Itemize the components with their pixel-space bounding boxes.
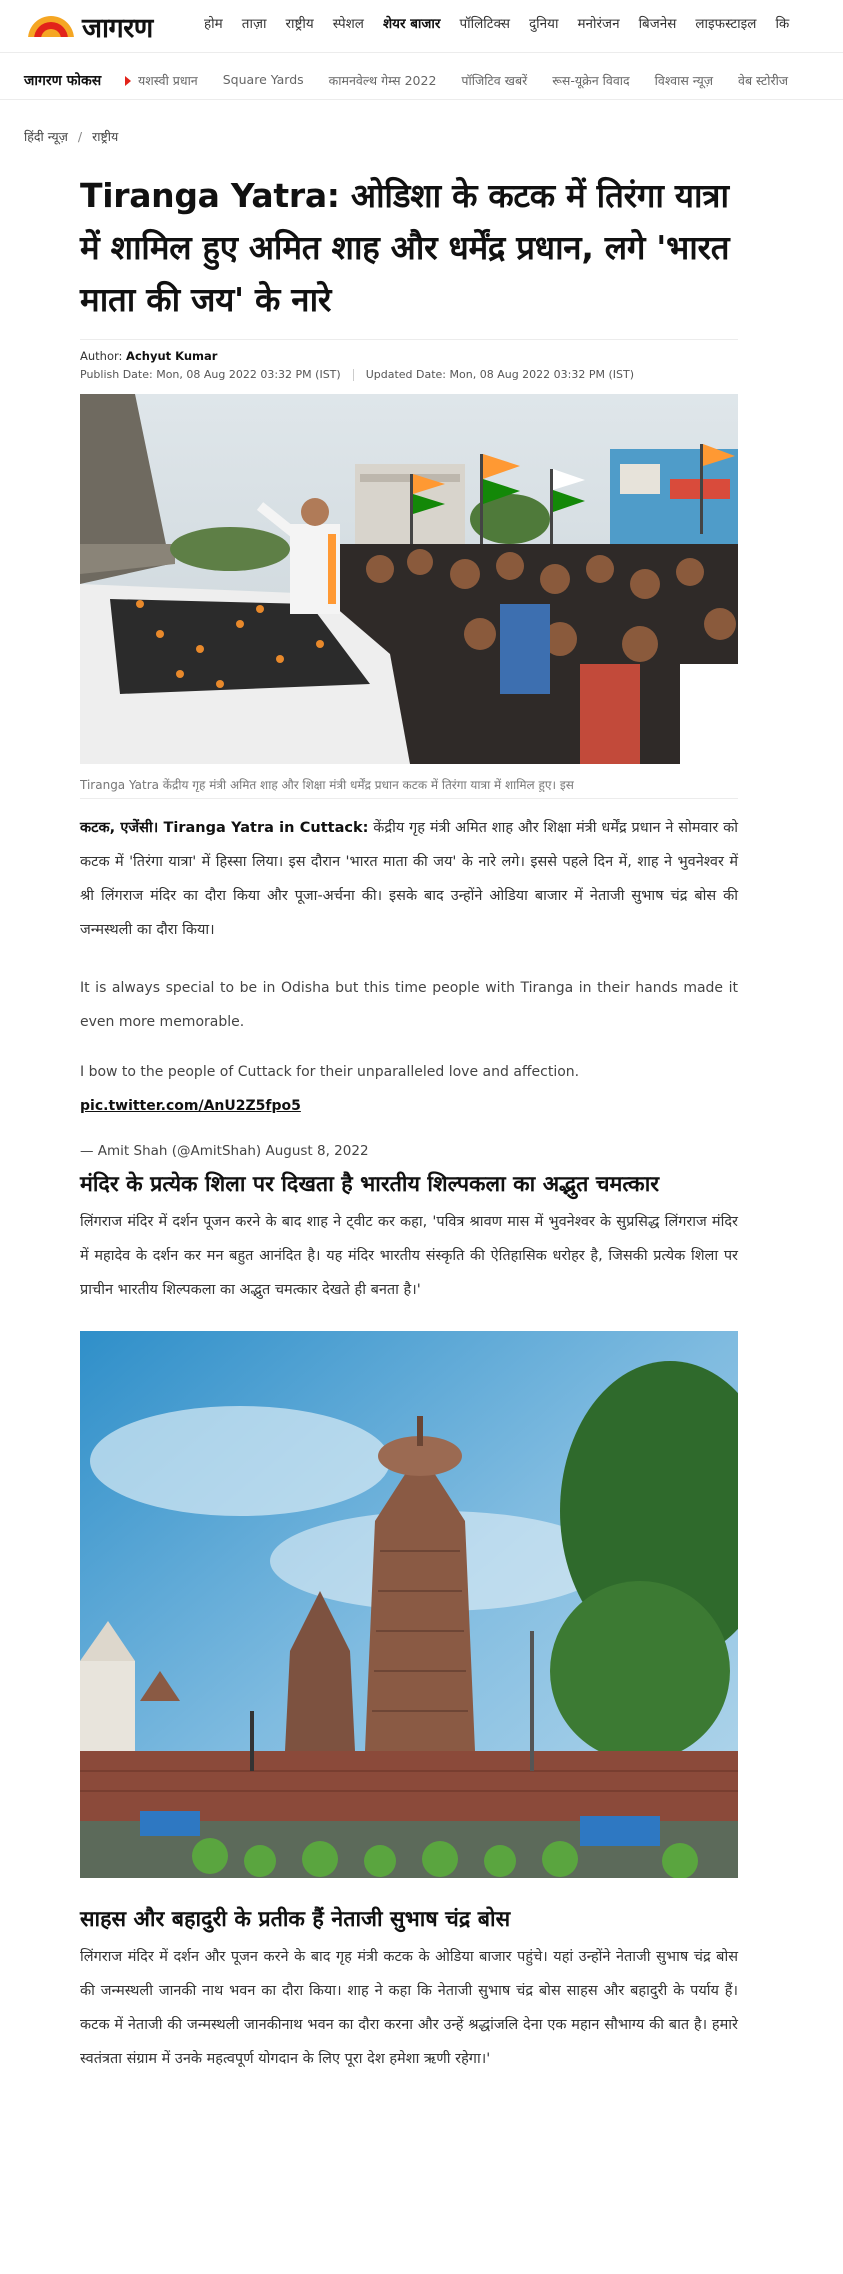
rally-photo bbox=[80, 394, 738, 764]
focus-label: जागरण फोकस bbox=[24, 73, 102, 89]
divider bbox=[80, 339, 738, 340]
author-label: Author: bbox=[80, 349, 123, 363]
paragraph-temple: लिंगराज मंदिर में दर्शन पूजन करने के बाद शाह ने ट्वीट कर कहा, 'पवित्र श्रावण मास में भुवनेश्वर के सुप्रसिद्ध लिंगराज मंदिर में महादेव के दर्शन कर मन बहुत आनंदित है। यह मंदिर भारतीय संस्कृति की ऐतिहासिक धरोहर है, जिसकी प्रत्येक शिला पर प्राचीन भारतीय शिल्पकला का अद्भुत चमत्कार देखते ही बनता है।' bbox=[80, 1214, 738, 1298]
author-name[interactable]: Achyut Kumar bbox=[126, 349, 218, 363]
nav-item-latest[interactable]: ताज़ा bbox=[241, 16, 267, 32]
paragraph-netaji: लिंगराज मंदिर में दर्शन और पूजन करने के बाद गृह मंत्री कटक के ओडिया बाजार पहुंचे। यहां उन्होंने नेताजी सुभाष चंद्र बोस की जन्मस्थली जानकी नाथ भवन का दौरा किया। शाह ने कहा कि नेताजी सुभाष चंद्र बोस साहस और बहादुरी के पर्याय हैं। कटक में नेताजी की जन्मस्थली जानकीनाथ भवन का दौरा करना और उन्हें श्रद्धांजलि देना एक महान सौभाग्य की बात है। हमारे स्वतंत्रता संग्राम में उनके महत्वपूर्ण योगदान के लिए पूरा देश हमेशा ऋणी रहेगा।' bbox=[80, 1949, 738, 2067]
focus-arrow-icon bbox=[125, 76, 131, 86]
temple-image bbox=[80, 1331, 738, 1878]
nav-item-lifestyle[interactable]: लाइफस्टाइल bbox=[695, 16, 757, 32]
topic-link[interactable]: कामनवेल्थ गेम्स 2022 bbox=[328, 73, 437, 88]
paragraph-intro-text: केंद्रीय गृह मंत्री अमित शाह और शिक्षा मंत्री धर्मेंद्र प्रधान ने सोमवार को कटक में 'तिरंगा यात्रा' में हिस्सा लिया। इस दौरान 'भारत माता की जय' के नारे लगे। इससे पहले दिन में, शाह ने भुवनेश्वर में श्री लिंगराज मंदिर का दौरा किया और पूजा-अर्चना की। इसके बाद उन्होंने ओडिया बाजार में नेताजी सुभाष चंद्र बोस की जन्मस्थली का दौरा किया। bbox=[80, 820, 738, 938]
topic-link[interactable]: यशस्वी प्रधान bbox=[138, 73, 198, 88]
tweet-signature[interactable]: — Amit Shah (@AmitShah) August 8, 2022 bbox=[80, 1143, 369, 1159]
breadcrumb-home[interactable]: हिंदी न्यूज़ bbox=[24, 129, 68, 144]
logo-text: जागरण bbox=[82, 12, 153, 44]
hero-image bbox=[80, 394, 738, 764]
article-dates bbox=[80, 368, 738, 381]
article bbox=[80, 170, 738, 2076]
focus-bar bbox=[0, 62, 843, 100]
tweet-text-2 bbox=[80, 1055, 738, 1123]
logo-sun-icon bbox=[26, 11, 76, 41]
tweet-text-2-body: I bow to the people of Cuttack for their unparalleled love and affection. bbox=[80, 1064, 580, 1080]
lingaraj-temple-photo bbox=[80, 1331, 738, 1878]
topic-link[interactable]: वेब स्टोरीज bbox=[738, 73, 789, 88]
divider bbox=[80, 798, 738, 799]
nav-item-cricket[interactable]: कि bbox=[775, 16, 790, 32]
dateline: कटक, एजेंसी। Tiranga Yatra in Cuttack: bbox=[80, 820, 369, 836]
subheading-temple: मंदिर के प्रत्येक शिला पर दिखता है भारतीय शिल्पकला का अद्भुत चमत्कार bbox=[80, 1172, 660, 1197]
nav-item-business[interactable]: बिजनेस bbox=[638, 16, 677, 32]
site-logo[interactable] bbox=[26, 9, 153, 43]
hero-caption: Tiranga Yatra केंद्रीय गृह मंत्री अमित शाह और शिक्षा मंत्री धर्मेंद्र प्रधान कटक में तिरंगा यात्रा में शामिल हुए। इस bbox=[80, 778, 574, 792]
breadcrumb bbox=[24, 128, 118, 145]
author-line bbox=[80, 349, 738, 363]
date-separator bbox=[353, 369, 354, 381]
updated-date: Updated Date: Mon, 08 Aug 2022 03:32 PM (IST) bbox=[365, 368, 635, 381]
topic-link[interactable]: पॉजिटिव खबरें bbox=[461, 73, 528, 88]
nav-item-special[interactable]: स्पेशल bbox=[332, 16, 364, 32]
breadcrumb-section[interactable]: राष्ट्रीय bbox=[92, 129, 119, 144]
nav-item-entertainment[interactable]: मनोरंजन bbox=[577, 16, 620, 32]
topic-link[interactable]: विश्वास न्यूज़ bbox=[654, 73, 713, 88]
nav-item-share-market[interactable]: शेयर बाजार bbox=[382, 16, 441, 32]
nav-item-national[interactable]: राष्ट्रीय bbox=[285, 16, 314, 32]
tweet-text-1: It is always special to be in Odisha but this time people with Tiranga in their hands made it even more memorable. bbox=[80, 980, 738, 1030]
paragraph-intro bbox=[80, 811, 738, 947]
article-headline: Tiranga Yatra: ओडिशा के कटक में तिरंगा यात्रा में शामिल हुए अमित शाह और धर्मेंद्र प्रधान, लगे 'भारत माता की जय' के नारे bbox=[80, 176, 730, 319]
top-navbar bbox=[0, 0, 843, 53]
nav-item-politics[interactable]: पॉलिटिक्स bbox=[459, 16, 510, 32]
subheading-netaji: साहस और बहादुरी के प्रतीक हैं नेताजी सुभाष चंद्र बोस bbox=[80, 1907, 511, 1932]
breadcrumb-separator: / bbox=[77, 129, 83, 144]
main-nav bbox=[204, 14, 808, 32]
publish-date: Publish Date: Mon, 08 Aug 2022 03:32 PM (IST) bbox=[80, 368, 341, 381]
tweet-pic-link[interactable]: pic.twitter.com/AnU2Z5fpo5 bbox=[80, 1098, 301, 1114]
topic-link[interactable]: रूस-यूक्रेन विवाद bbox=[552, 73, 630, 88]
nav-item-home[interactable]: होम bbox=[204, 16, 223, 32]
focus-topics bbox=[138, 72, 813, 89]
topic-link[interactable]: Square Yards bbox=[222, 72, 304, 87]
nav-item-world[interactable]: दुनिया bbox=[528, 16, 559, 32]
